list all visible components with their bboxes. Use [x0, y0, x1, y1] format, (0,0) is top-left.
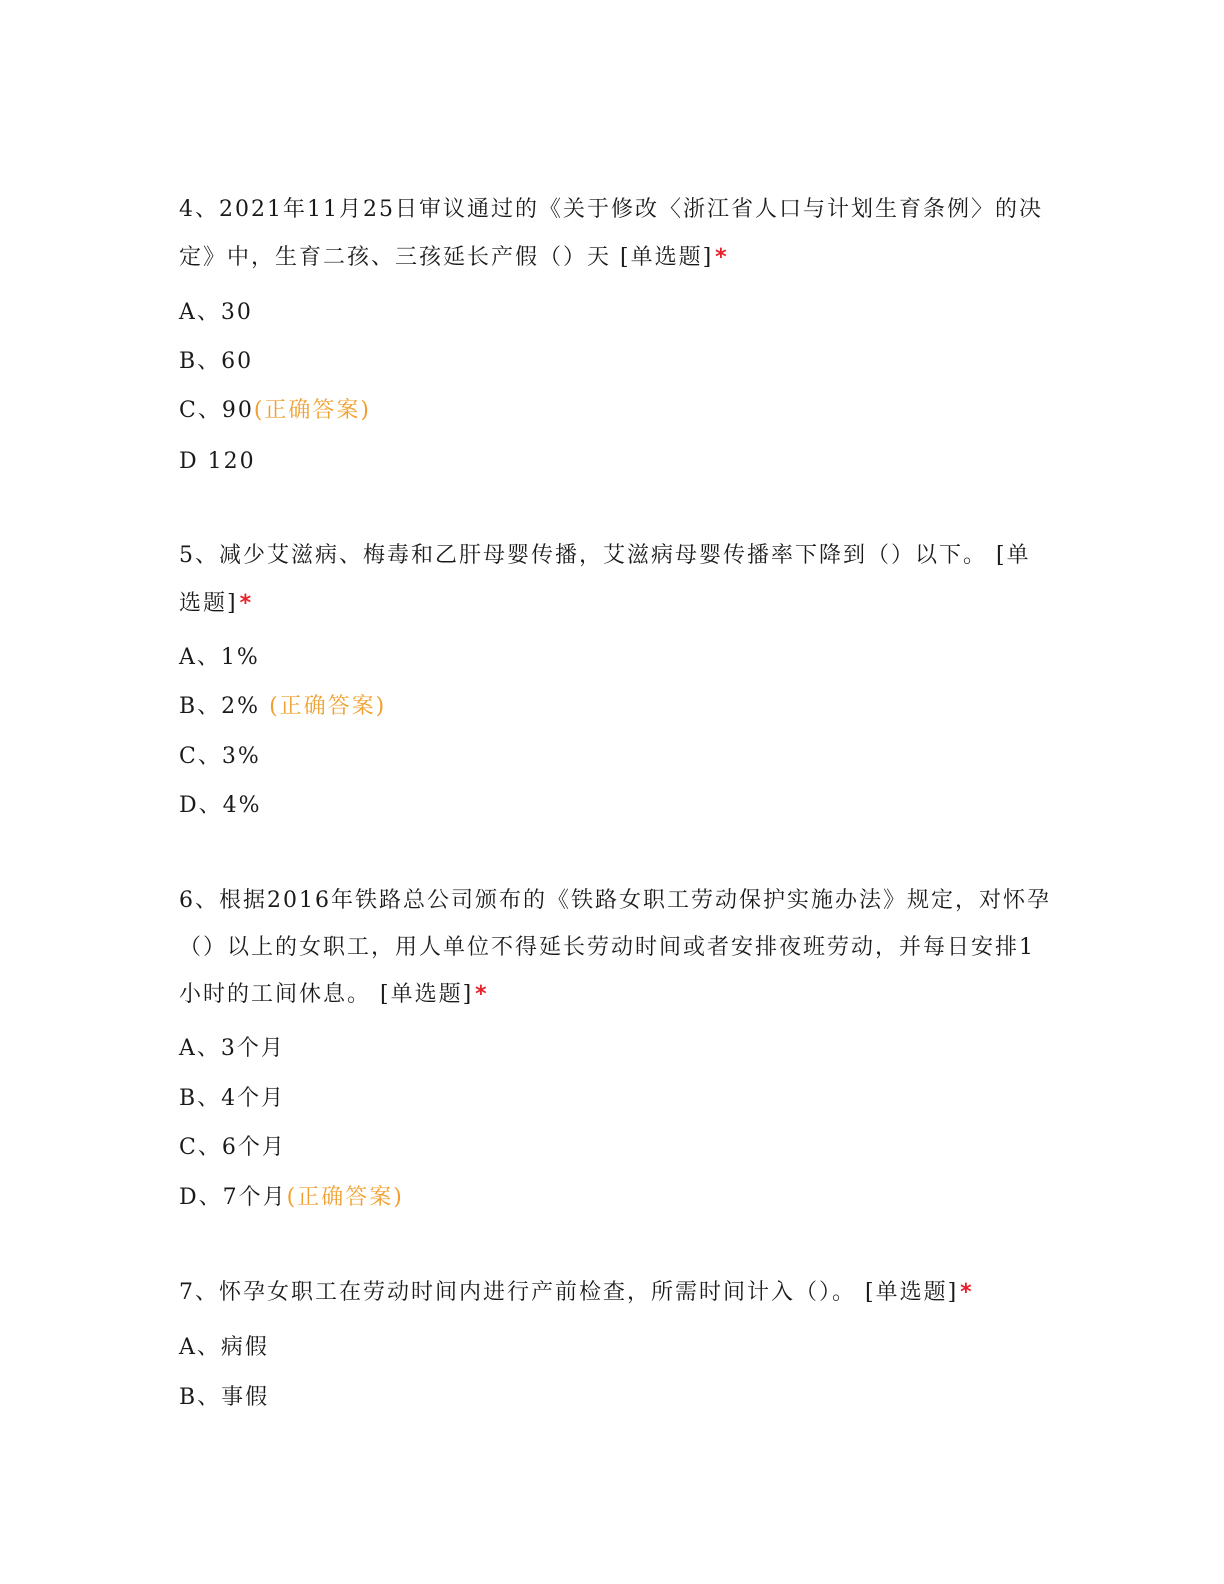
question-6-option-c: C、6个月 — [179, 1135, 286, 1160]
question-5-stem-line-2: 选题]* — [179, 591, 254, 616]
question-4-stem-line-2: 定》中，生育二孩、三孩延长产假（）天 [单选题]* — [179, 245, 729, 270]
question-5-option-a: A、1% — [179, 645, 260, 670]
correct-answer-label: (正确答案) — [286, 1185, 404, 1210]
required-mark: * — [475, 982, 489, 1007]
question-6-option-b: B、4个月 — [179, 1086, 286, 1111]
question-6-option-a: A、3个月 — [179, 1036, 285, 1061]
question-7-stem-line-1: 7、怀孕女职工在劳动时间内进行产前检查，所需时间计入（）。 [单选题]* — [179, 1280, 974, 1305]
question-4-option-a: A、30 — [179, 300, 253, 325]
question-5-option-c: C、3% — [179, 744, 261, 769]
correct-answer-label: (正确答案) — [260, 694, 387, 719]
question-5-option-b: B、2% (正确答案) — [179, 694, 387, 719]
question-5-stem-line-1: 5、减少艾滋病、梅毒和乙肝母婴传播，艾滋病母婴传播率下降到（）以下。 [单 — [179, 543, 1031, 568]
question-4-option-d: D 120 — [179, 449, 256, 474]
required-mark: * — [239, 591, 254, 616]
required-mark: * — [960, 1280, 974, 1305]
question-7-option-a: A、病假 — [179, 1335, 269, 1360]
question-6-stem-line-3: 小时的工间休息。 [单选题]* — [179, 982, 489, 1007]
question-6-stem-line-1: 6、根据2016年铁路总公司颁布的《铁路女职工劳动保护实施办法》规定，对怀孕 — [179, 888, 1051, 913]
correct-answer-label: (正确答案) — [253, 398, 371, 423]
question-6-stem-line-2: （）以上的女职工，用人单位不得延长劳动时间或者安排夜班劳动，并每日安排1 — [179, 935, 1035, 960]
required-mark: * — [715, 245, 729, 270]
question-7-option-b: B、事假 — [179, 1385, 270, 1410]
question-4-option-c: C、90(正确答案) — [179, 398, 371, 423]
question-4-stem-line-1: 4、2021年11月25日审议通过的《关于修改〈浙江省人口与计划生育条例〉的决 — [179, 197, 1043, 222]
question-4-option-b: B、60 — [179, 349, 254, 374]
question-6-option-d: D、7个月(正确答案) — [179, 1185, 404, 1210]
question-5-option-d: D、4% — [179, 793, 262, 818]
